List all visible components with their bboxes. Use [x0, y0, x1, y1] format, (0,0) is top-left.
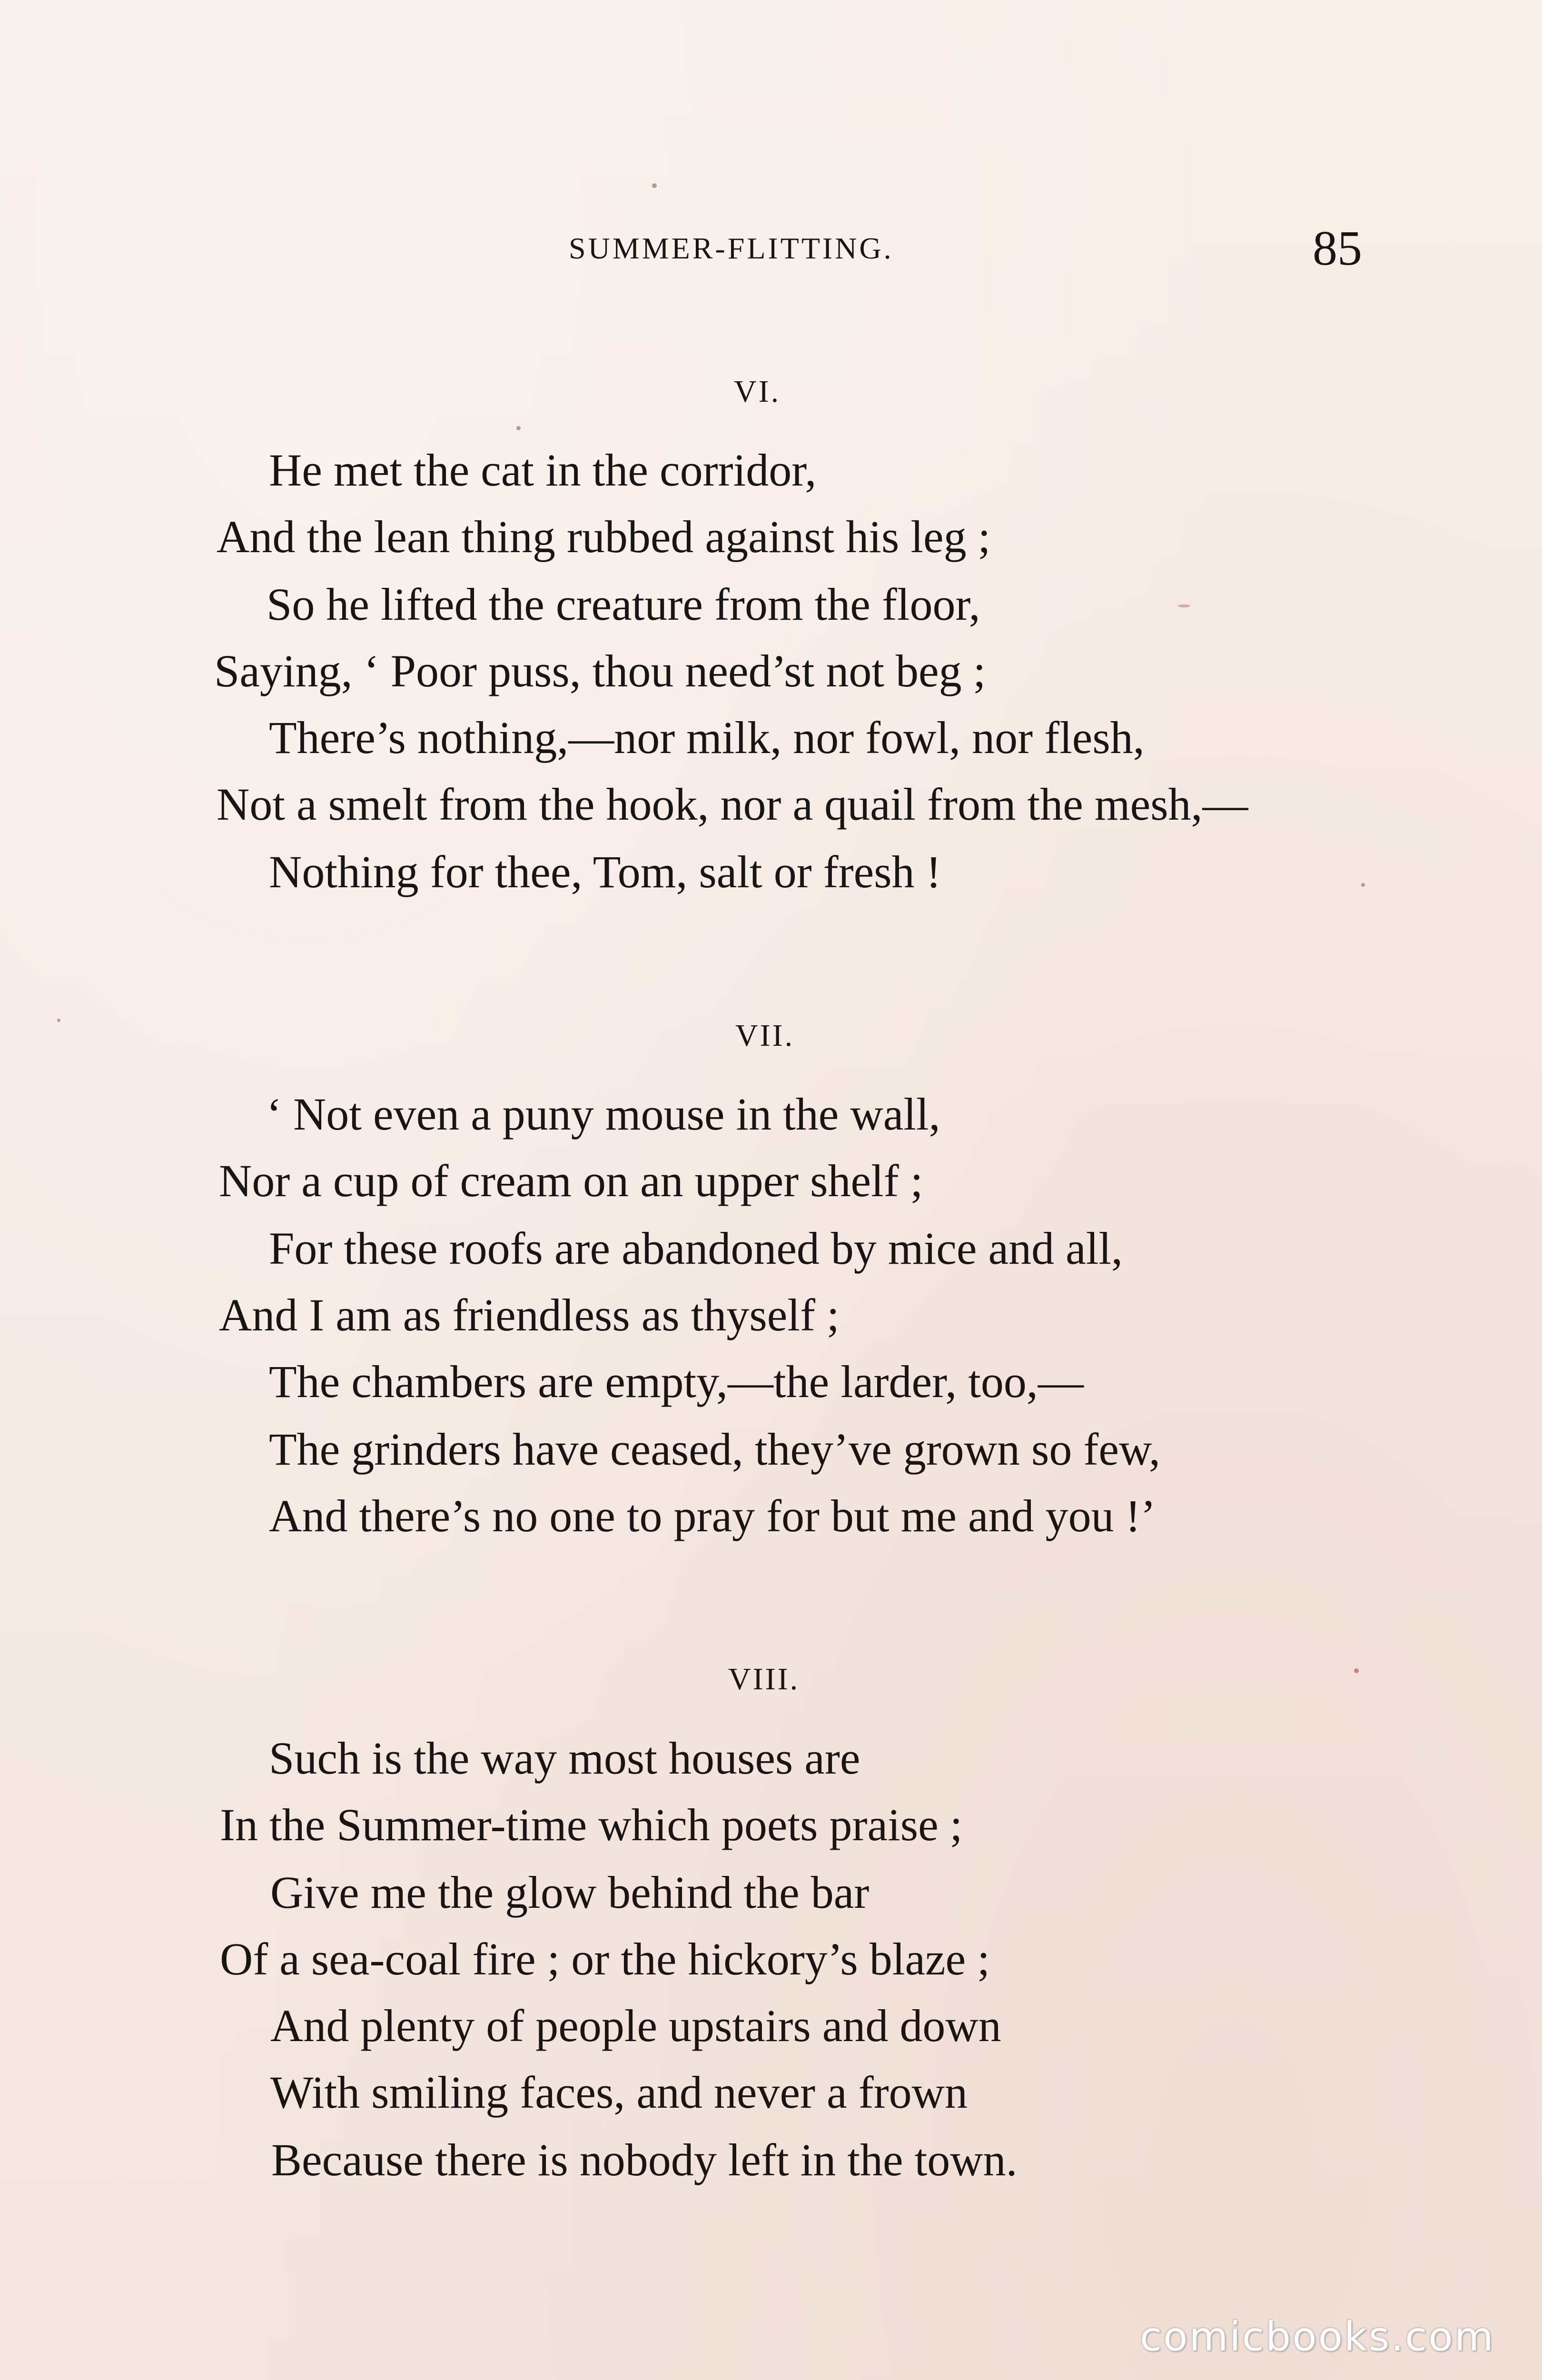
poem-line: ‘ Not even a puny mouse in the wall,: [267, 1089, 940, 1140]
stanza-number: VI.: [734, 374, 781, 409]
paper-speck: [57, 1019, 60, 1022]
poem-line: Nothing for thee, Tom, salt or fresh !: [269, 846, 941, 897]
stanza-number: VII.: [735, 1018, 795, 1053]
poem-line: There’s nothing,—nor milk, nor fowl, nor flesh,: [269, 712, 1145, 763]
poem-line: And plenty of people upstairs and down: [270, 2000, 1001, 2051]
poem-line: Not a smelt from the hook, nor a quail from the mesh,—: [217, 779, 1248, 830]
stanza-number: VIII.: [728, 1662, 800, 1696]
page-number: 85: [1313, 221, 1362, 276]
paper-speck: [1354, 1668, 1359, 1673]
poem-line: The grinders have ceased, they’ve grown so few,: [269, 1424, 1161, 1475]
poem-line: The chambers are empty,—the larder, too,—: [269, 1356, 1084, 1407]
poem-line: And I am as friendless as thyself ;: [219, 1289, 840, 1340]
poem-line: And the lean thing rubbed against his leg ;: [217, 511, 991, 562]
poem-line: Because there is nobody left in the town.: [271, 2134, 1018, 2185]
poem-line: Nor a cup of cream on an upper shelf ;: [219, 1155, 923, 1206]
paper-speck: [516, 426, 521, 430]
poem-line: In the Summer-time which poets praise ;: [220, 1799, 963, 1850]
poem-line: He met the cat in the corridor,: [269, 445, 817, 496]
poem-line: Saying, ‘ Poor puss, thou need’st not beg ;: [214, 645, 986, 696]
poem-line: Of a sea-coal fire ; or the hickory’s blaze ;: [220, 1934, 990, 1984]
poem-line: For these roofs are abandoned by mice and all,: [269, 1223, 1123, 1274]
paper-speck: [1361, 883, 1365, 887]
poem-line: So he lifted the creature from the floor,: [267, 579, 980, 630]
poem-line: Such is the way most houses are: [269, 1733, 860, 1784]
running-title: SUMMER-FLITTING.: [569, 231, 894, 265]
watermark: comicbooks.com: [1140, 2313, 1495, 2360]
poem-line: With smiling faces, and never a frown: [270, 2067, 968, 2118]
poem-line: Give me the glow behind the bar: [270, 1867, 870, 1918]
poem-line: And there’s no one to pray for but me and you !’: [269, 1490, 1156, 1541]
paper-speck: [652, 183, 657, 188]
paper-speck: [1178, 605, 1190, 607]
